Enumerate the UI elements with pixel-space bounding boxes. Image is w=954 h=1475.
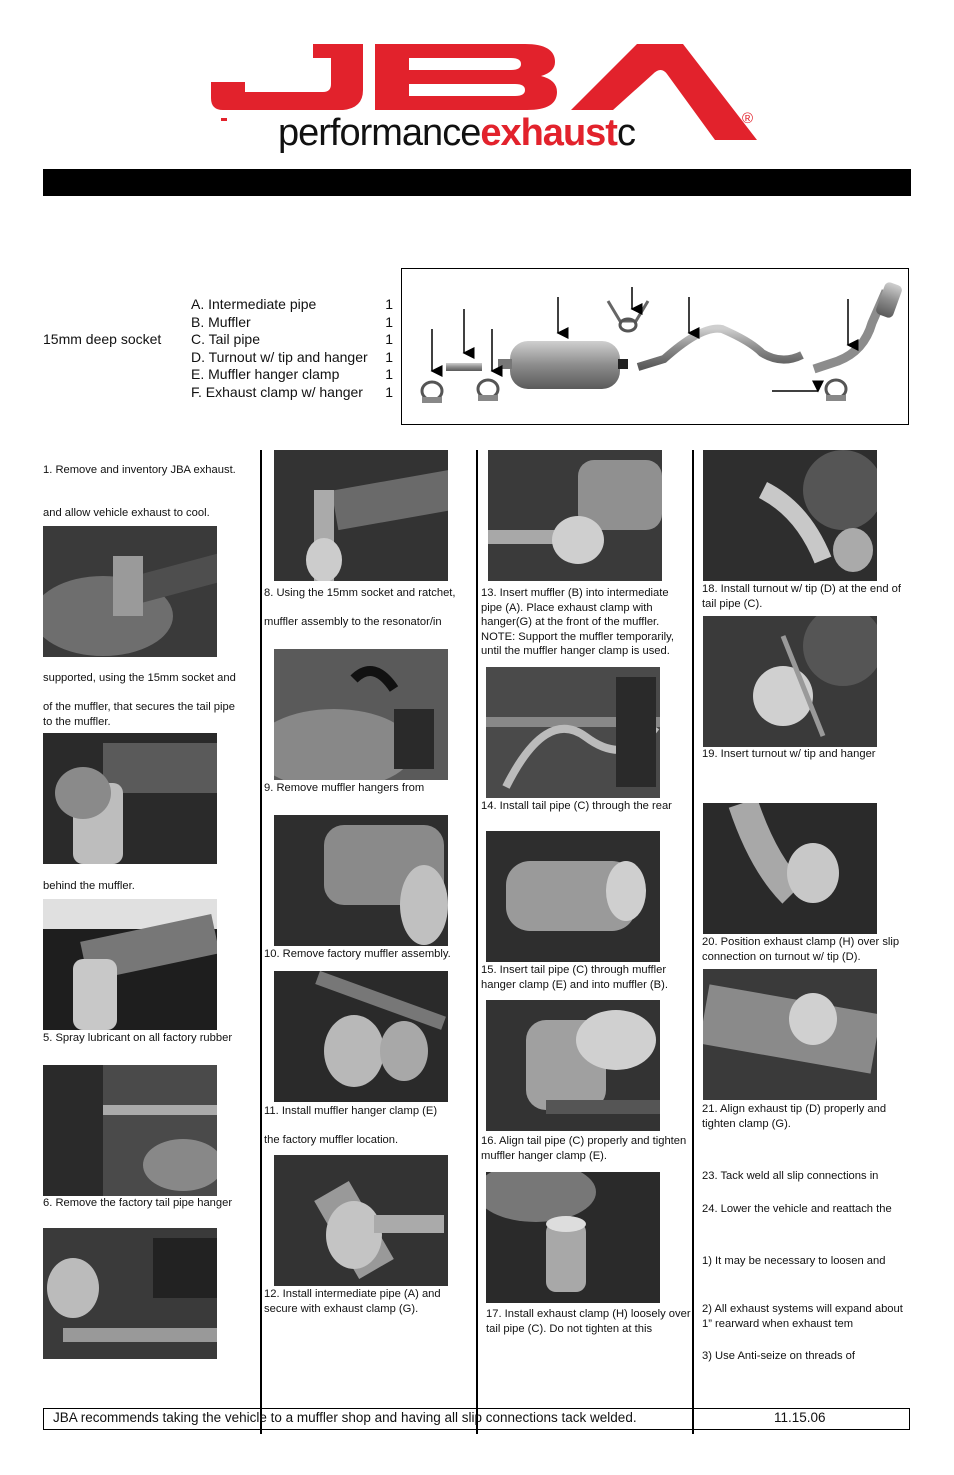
exhaust-clamp-hanger-icon [478, 380, 498, 401]
column-divider [260, 450, 262, 1434]
muffler-icon [498, 341, 628, 389]
footer-date: 11.15.06 [774, 1410, 826, 1425]
part-label: C. Tail pipe [191, 331, 261, 347]
step-10-caption: 10. Remove factory muffler assembly. [264, 948, 451, 960]
exhaust-kit-drawing [402, 269, 907, 423]
part-label: E. Muffler hanger clamp [191, 366, 340, 382]
part-qty: 1 [385, 296, 393, 312]
step-photo [274, 649, 448, 780]
parts-list [191, 296, 393, 401]
intermediate-pipe-icon [446, 363, 482, 371]
part-qty: 1 [385, 366, 393, 382]
column-divider [692, 450, 694, 1434]
step-photo [486, 831, 660, 962]
step-photo [43, 1228, 217, 1359]
tool-item: 15mm deep socket [43, 331, 162, 347]
footer-note: JBA recommends taking the vehicle to a muffler shop and having all slip connections tack welded. [53, 1410, 637, 1425]
muffler-hanger-clamp-icon [608, 301, 648, 331]
photo-placeholder-icon [274, 450, 448, 581]
photo-placeholder-icon [43, 1065, 217, 1196]
part-qty: 1 [385, 348, 393, 365]
part-row [191, 349, 393, 367]
step-photo [43, 526, 217, 657]
step-5-caption: 5. Spray lubricant on all factory rubber [43, 1032, 233, 1044]
note-3: 3) Use Anti-seize on threads of [702, 1350, 855, 1362]
step-photo [486, 1172, 660, 1303]
step-photo [486, 667, 660, 798]
tagline-light: performance [278, 112, 481, 154]
step-photo [274, 971, 448, 1102]
tagline-tail: c [616, 112, 635, 154]
step-photo [703, 616, 877, 747]
step-3-caption-b: of the muffler, that secures the tail pipe to the muffler. [43, 701, 235, 728]
step-13-caption: 13. Insert muffler (B) into intermediate pipe (A). Place exhaust clamp with hanger(G) at the front of the muffler. NOTE: Support the muffler temporarily, until the muffler hanger clamp is used. [481, 587, 674, 657]
logo-accent-mark [221, 118, 227, 121]
step-photo [703, 969, 877, 1100]
part-row [191, 384, 393, 402]
step-15-caption: 15. Insert tail pipe (C) through muffler hanger clamp (E) and into muffler (B). [481, 964, 668, 991]
step-8-caption-b: muffler assembly to the resonator/in [264, 616, 442, 628]
step-photo [703, 450, 877, 581]
part-label: B. Muffler [191, 313, 251, 330]
step-20-caption: 20. Position exhaust clamp (H) over slip connection on turnout w/ tip (D). [702, 936, 900, 963]
photo-placeholder-icon [274, 971, 448, 1102]
photo-placeholder-icon [486, 667, 660, 798]
step-photo [43, 733, 217, 864]
tail-pipe-icon [638, 329, 802, 367]
step-photo [274, 1155, 448, 1286]
photo-placeholder-icon [43, 526, 217, 657]
step-photo [488, 450, 662, 581]
step-photo [703, 803, 877, 934]
photo-placeholder-icon [486, 1000, 660, 1131]
step-12-caption: 12. Install intermediate pipe (A) and secure with exhaust clamp (G). [264, 1288, 441, 1315]
brand-tagline [278, 112, 635, 155]
step-4-caption: behind the muffler. [43, 880, 135, 892]
photo-placeholder-icon [703, 616, 877, 747]
part-qty: 1 [385, 313, 393, 330]
step-2-caption: and allow vehicle exhaust to cool. [43, 507, 210, 519]
photo-placeholder-icon [703, 969, 877, 1100]
step-23-caption: 23. Tack weld all slip connections in [702, 1170, 879, 1182]
step-photo [43, 1065, 217, 1196]
step-photo [486, 1000, 660, 1131]
photo-placeholder-icon [274, 649, 448, 780]
step-6-caption: 6. Remove the factory tail pipe hanger [43, 1197, 233, 1209]
photo-placeholder-icon [274, 815, 448, 946]
footer-box [43, 1408, 910, 1430]
photo-placeholder-icon [486, 1172, 660, 1303]
photo-placeholder-icon [703, 803, 877, 934]
tagline-bold: exhaust [480, 112, 617, 154]
step-photo [274, 450, 448, 581]
photo-placeholder-icon [43, 1228, 217, 1359]
exhaust-clamp-left-icon [422, 382, 442, 403]
step-24-caption: 24. Lower the vehicle and reattach the [702, 1203, 892, 1215]
step-3-caption-a: supported, using the 15mm socket and [43, 672, 236, 684]
parts-diagram [401, 268, 909, 425]
note-1: 1) It may be necessary to loosen and [702, 1255, 886, 1267]
step-19-caption: 19. Insert turnout w/ tip and hanger [702, 748, 876, 760]
part-label: D. Turnout w/ tip and hanger [191, 348, 368, 365]
exhaust-clamp-right-icon [826, 380, 846, 401]
photo-placeholder-icon [486, 831, 660, 962]
part-label: F. Exhaust clamp w/ hanger [191, 383, 363, 400]
pointer-arrows [432, 287, 848, 391]
turnout-tip-icon [814, 281, 903, 369]
part-qty: 1 [385, 331, 393, 347]
title-bar [43, 169, 911, 196]
photo-placeholder-icon [274, 1155, 448, 1286]
step-18-caption: 18. Install turnout w/ tip (D) at the end of tail pipe (C). [702, 583, 901, 610]
part-qty: 1 [385, 383, 393, 400]
part-row [191, 366, 393, 384]
part-row [191, 314, 393, 332]
photo-placeholder-icon [488, 450, 662, 581]
note-2: 2) All exhaust systems will expand about 1” rearward when exhaust tem [702, 1303, 903, 1330]
part-label: A. Intermediate pipe [191, 296, 317, 312]
step-16-caption: 16. Align tail pipe (C) properly and tighten muffler hanger clamp (E). [481, 1135, 687, 1162]
step-photo [43, 899, 217, 1030]
part-row [191, 296, 393, 314]
photo-placeholder-icon [703, 450, 877, 581]
photo-placeholder-icon [43, 899, 217, 1030]
step-11-caption-b: the factory muffler location. [264, 1134, 399, 1146]
step-11-caption-a: 11. Install muffler hanger clamp (E) [264, 1105, 438, 1117]
part-row [191, 331, 393, 349]
step-9-caption: 9. Remove muffler hangers from [264, 782, 425, 794]
step-photo [274, 815, 448, 946]
step-1-caption: 1. Remove and inventory JBA exhaust. [43, 464, 236, 476]
photo-placeholder-icon [43, 733, 217, 864]
column-divider [476, 450, 478, 1434]
registered-mark: ® [742, 110, 754, 127]
step-8-caption-a: 8. Using the 15mm socket and ratchet, [264, 587, 456, 599]
step-17-caption: 17. Install exhaust clamp (H) loosely over tail pipe (C). Do not tighten at this [486, 1308, 691, 1335]
step-21-caption: 21. Align exhaust tip (D) properly and tighten clamp (G). [702, 1103, 887, 1130]
step-14-caption: 14. Install tail pipe (C) through the rear [481, 800, 672, 812]
